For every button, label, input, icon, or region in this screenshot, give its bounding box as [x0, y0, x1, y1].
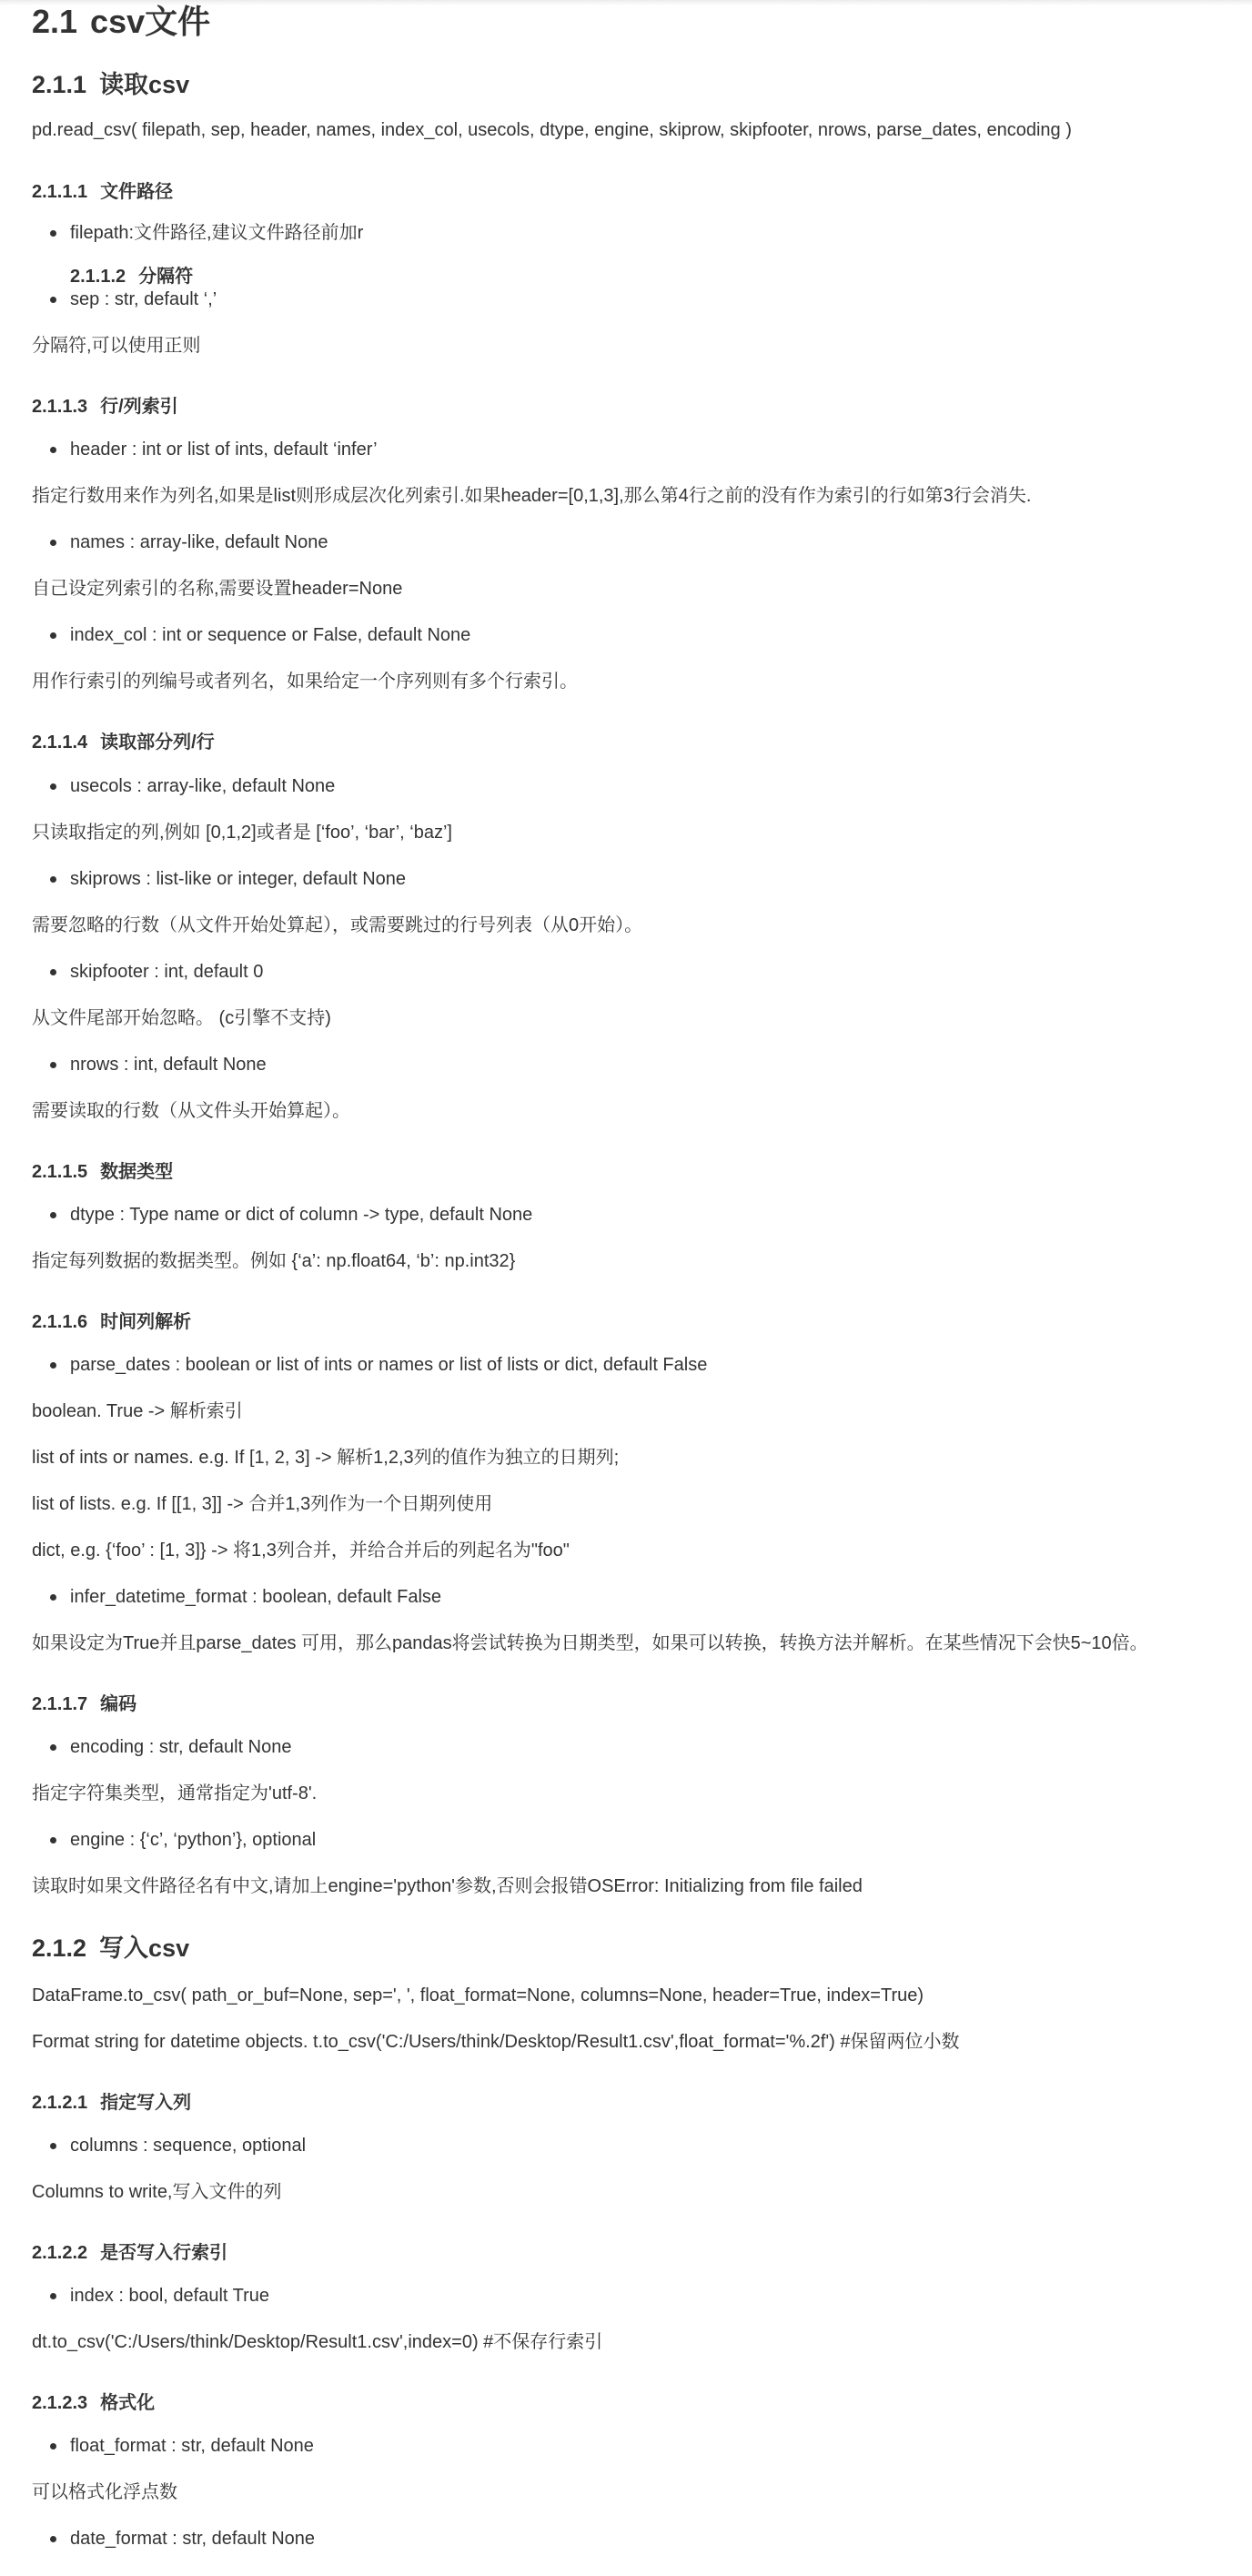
paragraph-encoding: 指定字符集类型，通常指定为'utf-8'. — [32, 1783, 318, 1803]
paragraph-infer-datetime: 如果设定为True并且parse_dates 可用，那么pandas将尝试转换为日期类型，如果可以转换，转换方法并解析。在某些情况下会快5~10倍。 — [32, 1633, 1148, 1653]
list-item-nrows: nrows : int, default None — [70, 1053, 267, 1076]
list-item-skipfooter: skipfooter : int, default 0 — [70, 960, 263, 984]
heading-write-columns: 2.1.2.1 指定写入列 — [32, 2093, 192, 2113]
paragraph-header: 指定行数用来作为列名,如果是list则形成层次化列索引.如果header=[0,1,3],那么第4行之前的没有作为索引的行如第3行会消失. — [32, 486, 1032, 506]
list-item-parse-dates: parse_dates : boolean or list of ints or names or list of lists or dict, default False — [70, 1353, 707, 1377]
bullet-icon — [50, 632, 56, 639]
paragraph-sep: 分隔符,可以使用正则 — [32, 336, 201, 356]
paragraph-dates-list-of-lists: list of lists. e.g. If [[1, 3]] -> 合并1,3列作为一个日期列使用 — [32, 1494, 493, 1514]
write-csv-signature: DataFrame.to_csv( path_or_buf=None, sep=', ', float_format=None, columns=None, header=True, index=True) — [32, 1985, 924, 2005]
bullet-icon — [50, 2143, 56, 2149]
list-item-float-format: float_format : str, default None — [70, 2434, 314, 2458]
list-item-usecols: usecols : array-like, default None — [70, 774, 335, 798]
paragraph-dtype: 指定每列数据的数据类型。例如 {‘a’: np.float64, ‘b’: np.int32} — [32, 1251, 516, 1271]
paragraph-index: dt.to_csv('C:/Users/think/Desktop/Result1.csv',index=0) #不保存行索引 — [32, 2332, 603, 2352]
bullet-icon — [50, 1837, 56, 1844]
list-item-date-format: date_format : str, default None — [70, 2527, 315, 2551]
list-item-sep: sep : str, default ‘,’ — [70, 288, 217, 311]
bullet-icon — [50, 297, 56, 303]
heading-formatting: 2.1.2.3 格式化 — [32, 2393, 156, 2413]
list-item-names: names : array-like, default None — [70, 530, 328, 554]
paragraph-usecols: 只读取指定的列,例如 [0,1,2]或者是 [‘foo’, ‘bar’, ‘baz’] — [32, 823, 452, 843]
paragraph-dates-dict: dict, e.g. {‘foo’ : [1, 3]} -> 将1,3列合并，并给合并后的列起名为"foo" — [32, 1541, 570, 1561]
list-item-columns: columns : sequence, optional — [70, 2134, 306, 2157]
paragraph-skiprows: 需要忽略的行数（从文件开始处算起），或需要跳过的行号列表（从0开始）。 — [32, 915, 643, 935]
section-title-csv: 2.1 csv文件 — [32, 3, 211, 40]
heading-write-csv: 2.1.2 写入csv — [32, 1935, 190, 1962]
bullet-icon — [50, 1744, 56, 1751]
heading-separator: 2.1.1.2 分隔符 — [70, 267, 194, 287]
heading-encoding: 2.1.1.7 编码 — [32, 1694, 137, 1714]
heading-write-index: 2.1.2.2 是否写入行索引 — [32, 2243, 228, 2263]
bullet-icon — [50, 1594, 56, 1601]
read-csv-signature: pd.read_csv( filepath, sep, header, names, index_col, usecols, dtype, engine, skiprow, skipfooter, nrows, parse_dates, encoding ) — [32, 120, 1072, 140]
bullet-icon — [50, 1362, 56, 1369]
bullet-icon — [50, 447, 56, 453]
bullet-icon — [50, 1062, 56, 1068]
heading-partial-read: 2.1.1.4 读取部分列/行 — [32, 732, 215, 753]
list-item-skiprows: skiprows : list-like or integer, default None — [70, 867, 406, 891]
bullet-icon — [50, 1212, 56, 1218]
paragraph-skipfooter: 从文件尾部开始忽略。 (c引擎不支持) — [32, 1008, 331, 1028]
list-item-index: index : bool, default True — [70, 2284, 269, 2308]
list-item-filepath: filepath:文件路径,建议文件路径前加r — [70, 221, 363, 245]
paragraph-columns: Columns to write,写入文件的列 — [32, 2182, 282, 2202]
bullet-icon — [50, 969, 56, 975]
list-item-engine: engine : {‘c’, ‘python’}, optional — [70, 1828, 316, 1852]
paragraph-dates-list: list of ints or names. e.g. If [1, 2, 3] -> 解析1,2,3列的值作为独立的日期列; — [32, 1448, 620, 1468]
list-item-header: header : int or list of ints, default ‘infer’ — [70, 438, 378, 461]
list-item-infer-datetime: infer_datetime_format : boolean, default False — [70, 1585, 441, 1609]
paragraph-float-format: 可以格式化浮点数 — [32, 2482, 177, 2502]
list-item-index-col: index_col : int or sequence or False, default None — [70, 623, 470, 647]
heading-date-parsing: 2.1.1.6 时间列解析 — [32, 1312, 192, 1332]
list-item-encoding: encoding : str, default None — [70, 1735, 292, 1759]
heading-dtype: 2.1.1.5 数据类型 — [32, 1162, 174, 1182]
write-csv-format-example: Format string for datetime objects. t.to_csv('C:/Users/think/Desktop/Result1.csv',float_format='%.2f') #保留两位小数 — [32, 2032, 960, 2052]
paragraph-index-col: 用作行索引的列编号或者列名，如果给定一个序列则有多个行索引。 — [32, 672, 578, 692]
paragraph-engine: 读取时如果文件路径名有中文,请加上engine='python'参数,否则会报错OSError: Initializing from file failed — [32, 1876, 863, 1896]
list-item-dtype: dtype : Type name or dict of column -> type, default None — [70, 1203, 532, 1227]
bullet-icon — [50, 230, 56, 237]
heading-read-csv: 2.1.1 读取csv — [32, 71, 190, 98]
paragraph-dates-boolean: boolean. True -> 解析索引 — [32, 1401, 243, 1421]
bullet-icon — [50, 2536, 56, 2542]
heading-filepath: 2.1.1.1 文件路径 — [32, 182, 174, 202]
bullet-icon — [50, 783, 56, 790]
bullet-icon — [50, 876, 56, 883]
bullet-icon — [50, 2443, 56, 2450]
heading-index: 2.1.1.3 行/列索引 — [32, 397, 178, 417]
paragraph-nrows: 需要读取的行数（从文件头开始算起）。 — [32, 1101, 350, 1121]
bullet-icon — [50, 540, 56, 546]
paragraph-names: 自己设定列索引的名称,需要设置header=None — [32, 579, 403, 599]
bullet-icon — [50, 2293, 56, 2299]
